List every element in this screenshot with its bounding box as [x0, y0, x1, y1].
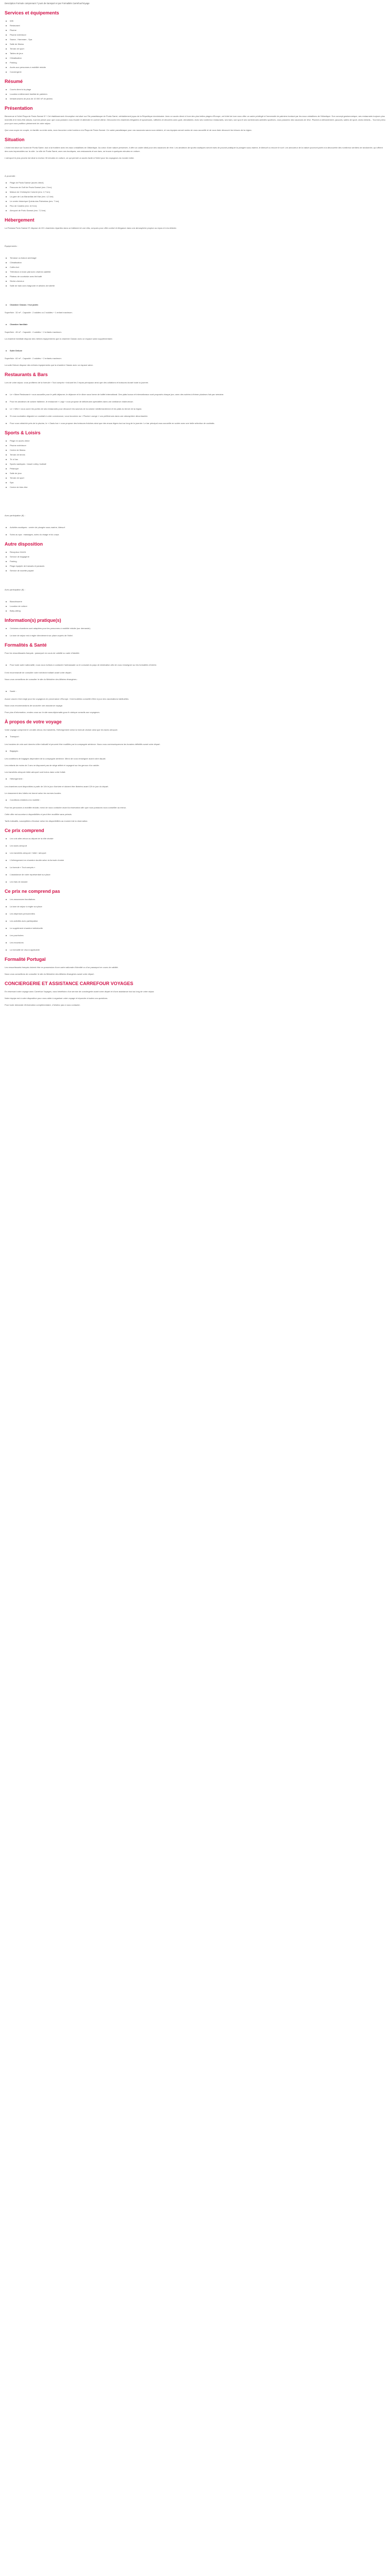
list-item: Piscine extérieure — [5, 444, 386, 447]
list-item: Pour les amateurs de cuisine italienne, le restaurant « Luigi » vous propose de délicieuses spécialités dans une ambiance chaleureuse. — [5, 400, 386, 403]
list-item: Plage de Pavia Samsé (accès direct) — [5, 181, 386, 184]
list-item: Tir à l'arc — [5, 457, 386, 461]
list-item: Plage en accès direct — [5, 439, 386, 443]
hebergement-paragraph: La Pestana Porto Samsé 5* dispose de 221 chambres réparties dans un bâtiment et une villa, conçues pour offrir confort et élégance dans une atmosphère propice au repos et à la détente. — [5, 227, 177, 229]
list-item: Les vols aller-retour au départ de la ville choisie — [5, 837, 386, 840]
room-suite — [5, 349, 386, 352]
list-item: Climatisation — [5, 56, 386, 60]
conciergerie-paragraph: Pour toute demande d'information complémentaire, n'hésitez pas à nous contacter. — [5, 1004, 80, 1006]
list-item: Service de bagagerie — [5, 555, 386, 558]
list-item: Accès aux personnes à mobilité réduite — [5, 65, 386, 69]
list-item: Baby-sitting — [5, 609, 386, 613]
section-title-apropos: À propos de votre voyage — [5, 719, 62, 724]
list-item: Salle de jeux — [5, 471, 386, 475]
section-title-services: Services et équipements — [5, 10, 59, 15]
list-item: Sports nautiques : beach volley, football — [5, 462, 386, 466]
list-item: Les transferts aéroport / hôtel / aéroport — [5, 851, 386, 855]
list-item: Restaurant — [5, 24, 386, 27]
presentation-paragraph: Que vous soyez en couple, en famille ou entre amis, vous trouverez votre bonheur à la Playa de Pavia Samsé. Ce cadre paradisiaque pour vos vacances saura vous séduire, et nos équipes seront ravies de vous accueillir et de vous faire découvrir les trésors de la région. — [5, 129, 252, 131]
list-item: Centre de bien-être — [5, 485, 386, 489]
list-item: Blanchisserie — [5, 600, 386, 603]
forfait-paragraph: Nous vous conseillons de consulter le site du Ministère des Affaires étrangères avant votre départ. — [5, 973, 94, 975]
apropos-list — [5, 777, 386, 781]
room-description: Superficie : 62 m² - Capacité : 2 adultes + 2 enfants maximum. — [5, 357, 62, 360]
list-item: Pico de Castelo (env. 6,9 km) — [5, 204, 386, 208]
conciergerie-paragraph: En réservant votre voyage avec Carrefour Voyages, vous bénéficiez d'un service de conciergerie avant votre départ et d'une assistance tout au long de votre séjour. — [5, 990, 155, 993]
info-list — [5, 626, 386, 637]
distances-list — [5, 181, 386, 212]
formalites-list — [5, 663, 386, 667]
list-item: Le « Mare Restaurant » vous accueille pour le petit-déjeuner, le déjeuner et le dîner sous forme de buffet international. Des plats locaux et internationaux sont proposés chaque jour, avec des soirées à thème plusieurs fois par semaine. — [5, 393, 386, 396]
list-item: Terrain de sport — [5, 47, 386, 50]
section-title-comprend: Ce prix comprend — [5, 828, 44, 833]
apropos-paragraph: Le classement des hôtels est donné selon les normes locales. — [5, 792, 61, 794]
sports-list — [5, 439, 386, 489]
list-item: Soins au spa : massages, soins du visage et du corps — [5, 533, 386, 536]
list-item: Hébergement : — [5, 777, 386, 781]
section-title-resume: Résumé — [5, 79, 23, 84]
list-item: Salle de fitness — [5, 42, 386, 46]
room-description: Superficie : 32 m² - Capacité : 2 adultes ou 2 adultes + 1 enfant maximum. — [5, 311, 73, 314]
room-note: La chambre familiale dispose des mêmes équipements que la chambre Classic avec un espace salon supplémentaire. — [5, 337, 113, 340]
equipment-list — [5, 256, 386, 287]
list-item: Coffre-fort — [5, 265, 386, 269]
list-item: Les excursions — [5, 941, 386, 944]
section-title-pascomprend: Ce prix ne comprend pas — [5, 889, 60, 894]
apropos-paragraph: Les chambres sont disponibles à partir de 14h le jour d'arrivée et doivent être libérées avant 12h le jour du départ. — [5, 785, 109, 788]
room-name: Suite Deluxe — [5, 349, 386, 352]
list-item: Parcours de Golf de Pavia Samsé (env. 2 km) — [5, 185, 386, 189]
autre-list — [5, 550, 386, 572]
list-item: Conditions relatives à la mobilité : — [5, 798, 386, 802]
list-item: Location entièrement familial de palmiers — [5, 92, 386, 96]
list-item: Le supplément chambre individuelle — [5, 926, 386, 930]
situation-paragraph: L'hôtel est situé sur l'ouest de Punta Samé, tout à la frontière avec les eaux cristallines de l'Atlantique. Au cœur d'une nature préservée, il offre un cadre idéal pour des vacances de rêve. Les amateurs de sports nautiques seront ravis de pouvoir pratiquer la plongée sous-marine, le kitesurf ou encore le surf. Les amoureux de la nature pourront partir à la découverte des nombreux sentiers de randonnée, qui offrent des vues imprenables sur la côte. La ville de Punta Samé, avec ses boutiques, ses restaurants et ses bars, se trouve à quelques minutes en voiture. — [5, 146, 383, 152]
list-item: Bagages : — [5, 749, 386, 753]
list-item: Terrain de tennis — [5, 453, 386, 456]
list-item: L'assistance de notre représentant sur place — [5, 873, 386, 876]
formalites-paragraph: Pour les ressortissants français : passeport en cours de validité ou carte d'identité. — [5, 652, 80, 654]
section-title-restaurants: Restaurants & Bars — [5, 372, 48, 377]
room-name: Chambre Classic / Vue jardin — [5, 303, 386, 307]
list-item: Centre de fitness — [5, 448, 386, 452]
list-item: Piscine extérieure — [5, 33, 386, 37]
paid-note: Avec participation (€) : — [5, 514, 25, 517]
list-item: Terrasse ou balcon aménagé — [5, 256, 386, 260]
sante-list — [5, 689, 386, 693]
room-description: Superficie : 45 m² - Capacité : 2 adultes + 2 enfants maximum. — [5, 331, 62, 333]
formalites-paragraph: Pour plus d'information, rendez-vous sur le site www.diplomatie.gouv.fr rubrique conseils aux voyageurs. — [5, 711, 100, 714]
list-item: Pour vous rafraîchir près de la piscine, le « Oasis bar » vous propose des boissons fraîches ainsi que des encas légers tout au long de la journée. Le bar principal vous accueille en soirée avec une belle sélection de cocktails. — [5, 421, 386, 425]
formalites-paragraph: Il est recommandé de consulter votre médecin traitant avant votre départ. — [5, 671, 72, 674]
list-item: Terrain de sport — [5, 476, 386, 480]
forfait-paragraph: Les ressortissants français doivent être en possession d'une carte nationale d'identité ou d'un passeport en cours de validité. — [5, 966, 119, 969]
list-item: Aéroport de Porto Samsé (env. 7,3 km) — [5, 209, 386, 212]
section-title-forfait: Formalité Portugal — [5, 957, 46, 962]
restaurants-paragraph: Lors de votre séjour, vous profiterez de la formule « Tout compris » incluant les 3 repas principaux ainsi que des collations et boissons durant toute la journée. — [5, 381, 149, 384]
list-item: Location de voiture — [5, 604, 386, 608]
apropos-paragraph: Pour les personnes à mobilité réduite, merci de nous contacter avant la réservation afin que nous puissions vous conseiller au mieux. — [5, 806, 126, 809]
list-item: Les taxes aéroport — [5, 844, 386, 848]
list-item: Les dépenses personnelles — [5, 912, 386, 916]
room-name: Chambre familiale — [5, 323, 386, 326]
list-item: Télévision à écran plat avec chaînes satellite — [5, 270, 386, 274]
list-item: Plateau de courtoisie avec thé/café — [5, 275, 386, 278]
list-item: Conciergerie — [5, 70, 386, 74]
list-item: Transport : — [5, 735, 386, 738]
list-item: Climatisation — [5, 261, 386, 264]
section-title-presentation: Présentation — [5, 106, 33, 111]
section-title-autre: Autre disposition — [5, 541, 43, 547]
list-item: Maison de Christophe Colomb (env. 2,7 km) — [5, 190, 386, 194]
list-item: La formule « Tout compris » — [5, 866, 386, 869]
list-item: Sauna - Hammam - Spa — [5, 38, 386, 41]
apropos-paragraph: Les enfants de moins de 2 ans ne disposent pas de siège attitré et voyagent sur les genoux d'un adulte. — [5, 764, 100, 767]
autre-paid-list — [5, 600, 386, 613]
presentation-paragraph: Bienvenue à l'hôtel Playa de Pavia Samsé 5* ! Cet établissement d'exception est situé sur l'île paradisiaque de Punta Samé, véritablement joyau de la République dominicaine. Avec un accès direct à l'une des plus belles plages d'Europe, cet hôtel de luxe vous offre un cadre privilégié à l'immensité de palmiers bordant par les eaux cristallines de l'Atlantique. Son concept gastronomique, ses restaurants toujours plus inventifs et le bien-être absolu, tout est pensé pour que vous puissiez vous évader et atteindre le confort ultime. Découvrez les chambres élégantes et spacieuses, raffinées et décorées avec goût, climatisées. Avec ses nombreux restaurants, ses bars, son spa et ses nombreuses activités sportives, vous passerez des vacances de rêve. Piscines à débordement, jacuzzis, salles de sport, clubs enfants... Tout est prévu pour que vous profitiez pleinement de votre séjour. — [5, 115, 386, 125]
list-item: Sèche-cheveux — [5, 279, 386, 283]
list-item: Infrastructures de plus de 10 000 m² de jardins — [5, 97, 386, 100]
page — [0, 2, 391, 1007]
comprend-list — [5, 837, 386, 884]
list-item: Santé : — [5, 689, 386, 693]
list-item: Parking — [5, 61, 386, 64]
room-note: La suite Deluxe dispose des mêmes équipements que la chambre Classic avec un espace salon. — [5, 364, 93, 366]
formalites-paragraph: Nous vous recommandons de souscrire une assurance voyage. — [5, 704, 63, 707]
apropos-paragraph: Les transferts aéroport-hôtel-aéroport sont inclus dans votre forfait. — [5, 771, 66, 773]
list-item: Activités nautiques : centre de plongée sous-marine, kitesurf — [5, 526, 386, 529]
room-family — [5, 323, 386, 326]
list-item: Salle de bain avec baignoire et articles de toilette — [5, 284, 386, 287]
equipment-label: Équipements : — [5, 245, 18, 247]
section-title-hebergement: Hébergement — [5, 217, 35, 223]
apropos-paragraph: Les conditions de bagages dépendent de la compagnie aérienne. Merci de vous renseigner avant votre départ. — [5, 757, 106, 760]
apropos-paragraph: Tarifs indicatifs, susceptibles d'évoluer selon les disponibilités au moment de la réservation. — [5, 820, 88, 822]
services-list — [5, 19, 386, 74]
list-item: Spa — [5, 481, 386, 484]
list-item: La formalité de visa si applicable — [5, 948, 386, 952]
list-item: Si vous souhaitez déguster un cocktail à votre convenance, vous trouverez au « Piscine Lounge » vos préférences dans une atmosphère décontractée. — [5, 414, 386, 418]
list-item: Pétanque — [5, 467, 386, 470]
section-title-conciergerie: CONCIERGERIE ET ASSISTANCE CARREFOUR VOYAGES — [5, 981, 134, 986]
list-item: Les pourboires — [5, 934, 386, 937]
list-item: Réception 24h/24 — [5, 550, 386, 554]
list-item: Wifi — [5, 19, 386, 23]
list-item: Piscine — [5, 28, 386, 32]
sports-paid-list — [5, 526, 386, 536]
list-item: L'hébergement en chambre double selon la formule choisie — [5, 858, 386, 862]
distances-label: À proximité : — [5, 175, 17, 177]
apropos-paragraph: Votre voyage comprend le vol aller-retour, les transferts, l'hébergement selon la formule choisie ainsi que les taxes aéroport. — [5, 728, 118, 731]
formalites-paragraph: Nous vous conseillons de consulter le site du Ministère des Affaires étrangères : — [5, 678, 78, 681]
list-item: La taxe de séjour à régler sur place — [5, 905, 386, 908]
list-item: Plage équipée de transats et parasols — [5, 564, 386, 568]
list-item: Courts direct à la plage — [5, 88, 386, 91]
restaurants-list — [5, 393, 386, 425]
section-title-sports: Sports & Loisirs — [5, 430, 41, 435]
paid-note: Avec participation (€) : — [5, 588, 25, 591]
list-item: Certaines chambres sont adaptées pour les personnes à mobilité réduite (sur demande). — [5, 626, 386, 630]
list-item: Service de navette payant — [5, 569, 386, 572]
resume-list — [5, 88, 386, 100]
formalites-paragraph: Aucun vaccin n'est exigé pour les voyageurs en provenance d'Europe. Il est toutefois conseillé d'être à jour des vaccinations habituelles. — [5, 698, 129, 700]
conciergerie-paragraph: Notre équipe est à votre disposition pour vous aider à organiser votre voyage et répondre à toutes vos questions. — [5, 997, 108, 999]
list-item: Parking — [5, 560, 386, 563]
room-classic — [5, 303, 386, 307]
list-item: Pour toute autre nationalité, nous vous invitons à contacter l'ambassade ou le consulat du pays de destination afin de vous renseigner sur les formalités d'entrée. — [5, 663, 386, 667]
section-title-formalites: Formalités & Santé — [5, 642, 47, 648]
apropos-paragraph: Les horaires de vols sont donnés à titre indicatif et peuvent être modifiés par la compagnie aérienne. Nous vous communiquerons les horaires définitifs avant votre départ. — [5, 743, 160, 745]
list-item: Les activités avec participation — [5, 919, 386, 923]
list-item: Les assurances facultatives — [5, 897, 386, 901]
intro-text: Description Formule comprenant 7 jours de transport et par Formalités Carrefour/Voyage — [5, 2, 90, 5]
list-item: Tables de jeux — [5, 52, 386, 55]
apropos-list — [5, 798, 386, 802]
list-item: Le centre historique Quinta das Palmeiras (env. 7 km) — [5, 199, 386, 203]
list-item: La taxe de séjour est à régler directement sur place auprès de l'hôtel. — [5, 634, 386, 637]
list-item: La gare de Las Maravillas del Mar (env. 4,3 km) — [5, 195, 386, 198]
section-title-info: Information(s) pratique(s) — [5, 618, 61, 623]
list-item: Les frais de dossier — [5, 880, 386, 884]
section-title-situation: Situation — [5, 137, 25, 142]
apropos-paragraph: Cette offre est soumise à disponibilités et peut être modifiée sans préavis. — [5, 813, 72, 816]
list-item: Le « Wild » vous ouvre les portes de ses restaurants pour découvrir les saveurs de la cuisine méditerranéenne et les plats du terroir de la région. — [5, 407, 386, 411]
pascomprend-list — [5, 897, 386, 952]
situation-paragraph: L'aéroport le plus proche est situé à environ 30 minutes en voiture, ce qui permet un accès facile à l'hôtel pour les voyageurs du monde entier. — [5, 157, 135, 159]
apropos-list — [5, 735, 386, 738]
apropos-list — [5, 749, 386, 753]
